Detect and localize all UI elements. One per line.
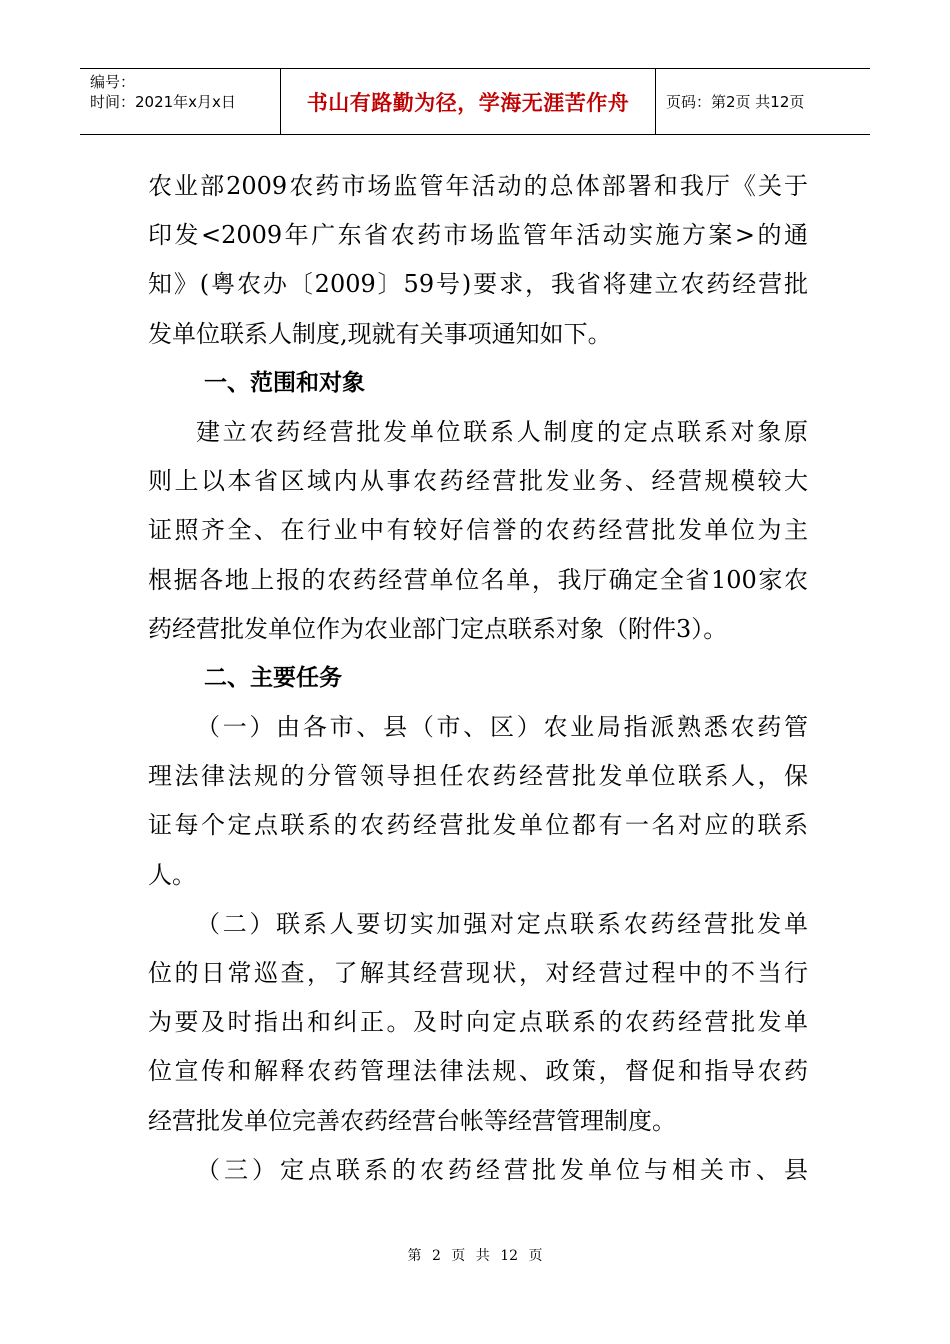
section-heading: 一、范围和对象 — [204, 369, 365, 396]
paragraph-line: （二）联系人要切实加强对定点联系农药经营批发单 — [196, 909, 808, 938]
paragraph-line: 经营批发单位完善农药经营台帐等经营管理制度。 — [148, 1106, 676, 1135]
paragraph-line: 证每个定点联系的农药经营批发单位都有一名对应的联系 — [148, 811, 808, 840]
paragraph-line: （三）定点联系的农药经营批发单位与相关市、县 — [196, 1155, 808, 1184]
document-date: 时间：2021年x月x日 — [90, 93, 236, 111]
header-page-cell — [656, 69, 870, 134]
paragraph-line: 知》(粤农办〔2009〕59号)要求，我省将建立农药经营批 — [148, 270, 808, 299]
footer-page-number: 第 2 页 共 12 页 — [407, 1248, 543, 1264]
paragraph-line: 印发<2009年广东省农药市场监管年活动实施方案>的通 — [148, 221, 808, 250]
paragraph-line: 为要及时指出和纠正。及时向定点联系的农药经营批发单 — [148, 1008, 808, 1037]
paragraph-line: 农业部2009农药市场监管年活动的总体部署和我厅《关于 — [148, 172, 808, 200]
paragraph-line: 位宣传和解释农药管理法律法规、政策，督促和指导农药 — [148, 1057, 808, 1086]
paragraph-line: 发单位联系人制度,现就有关事项通知如下。 — [148, 319, 612, 348]
paragraph-line: 建立农药经营批发单位联系人制度的定点联系对象原 — [196, 417, 808, 446]
header-meta — [80, 69, 281, 134]
document-header — [80, 68, 870, 135]
motto: 书山有路勤为径，学海无涯苦作舟 — [306, 90, 630, 115]
paragraph-line: 位的日常巡查，了解其经营现状，对经营过程中的不当行 — [148, 959, 808, 987]
paragraph-line: 证照齐全、在行业中有较好信誉的农药经营批发单位为主 — [148, 516, 808, 545]
paragraph-line: 药经营批发单位作为农业部门定点联系对象（附件3）。 — [148, 614, 728, 643]
section-heading: 二、主要任务 — [204, 664, 342, 691]
document-body — [148, 162, 808, 1195]
paragraph-line: 则上以本省区域内从事农药经营批发业务、经营规模较大 — [148, 467, 808, 496]
page-footer — [0, 1245, 950, 1265]
paragraph-line: 理法律法规的分管领导担任农药经营批发单位联系人，保 — [148, 762, 808, 791]
header-motto-cell — [281, 69, 656, 134]
paragraph-line: （一）由各市、县（市、区）农业局指派熟悉农药管 — [196, 713, 808, 742]
paragraph-line: 根据各地上报的农药经营单位名单，我厅确定全省100家农 — [148, 565, 808, 594]
paragraph-line: 人。 — [148, 860, 196, 889]
document-number: 编号： — [90, 73, 136, 91]
page-info: 页码：第2页 共12页 — [666, 93, 805, 111]
